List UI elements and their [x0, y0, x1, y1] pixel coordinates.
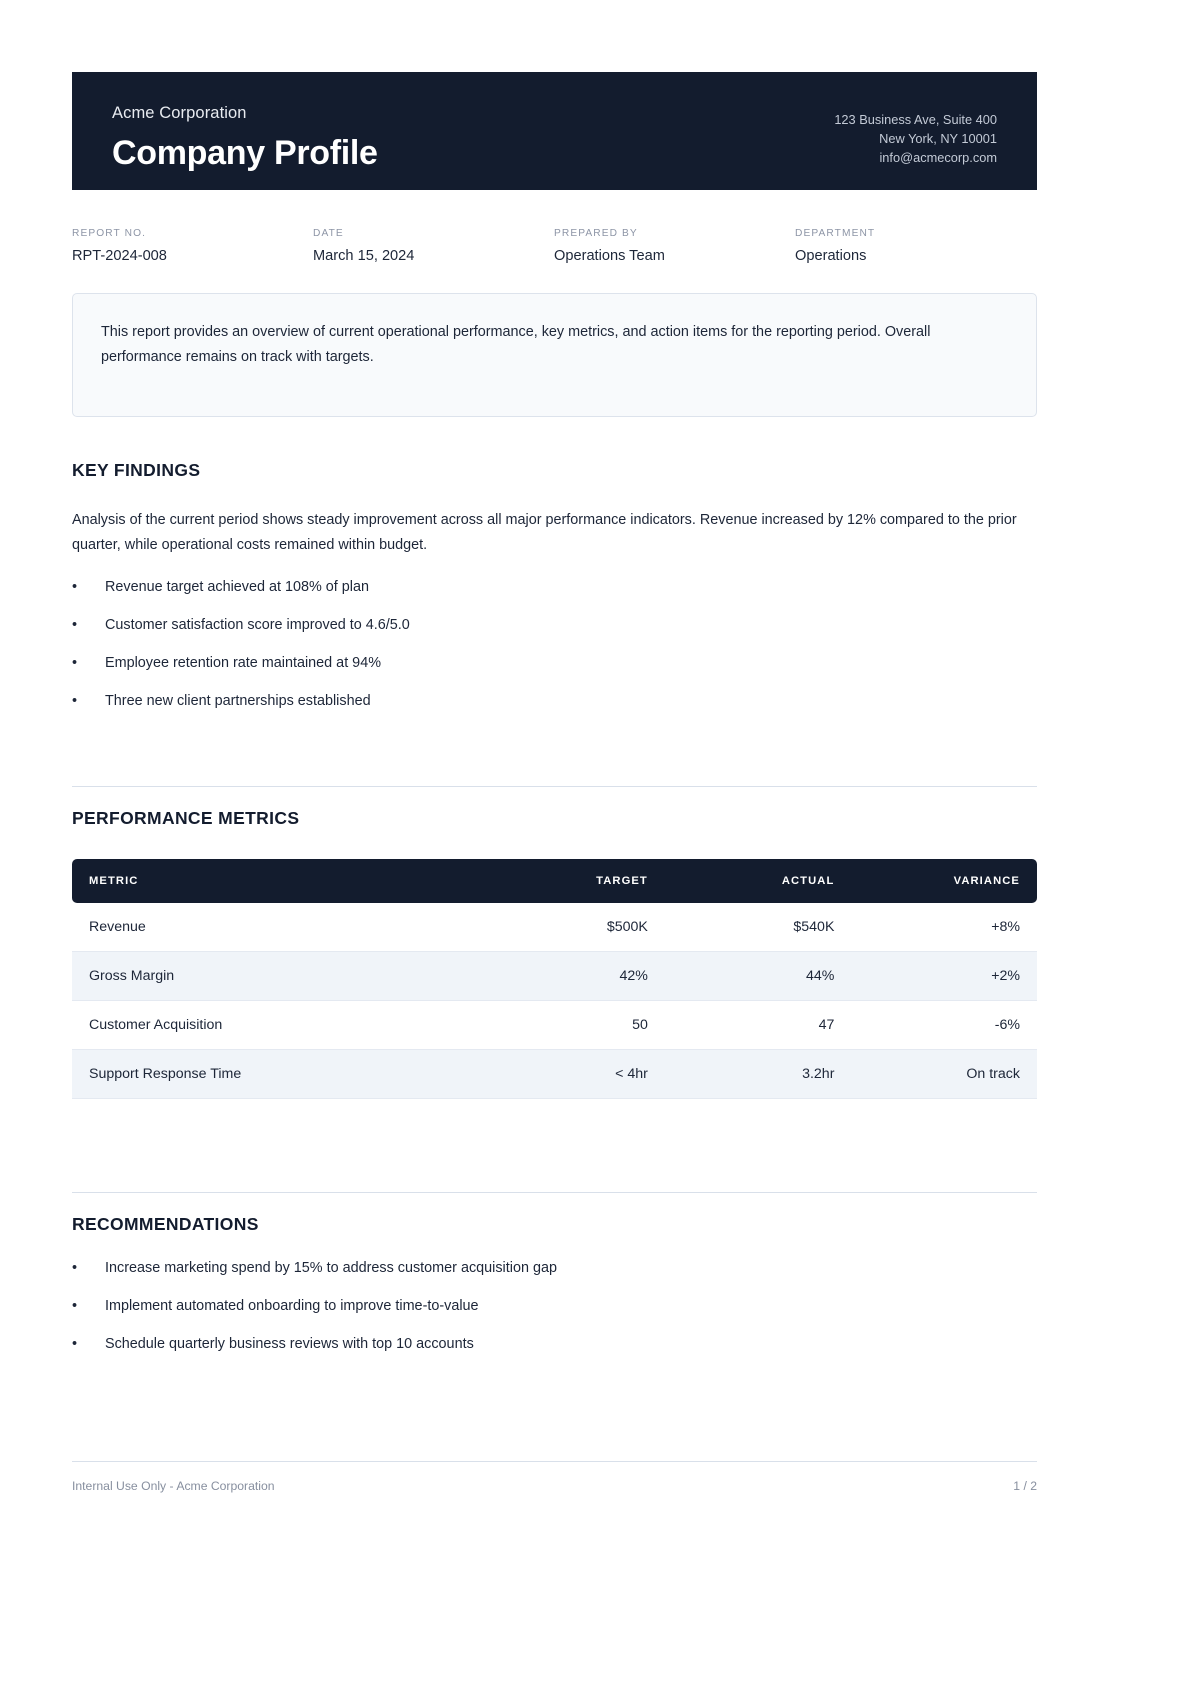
- section-performance-metrics: [72, 808, 1037, 1099]
- meta-label: DATE: [313, 228, 344, 239]
- meta-field-report-no: [72, 228, 313, 264]
- list-item-label: Employee retention rate maintained at 94%: [105, 654, 381, 671]
- meta-label: REPORT NO.: [72, 228, 147, 239]
- header-contact-block: [834, 111, 997, 168]
- footer-left-text: Internal Use Only - Acme Corporation: [72, 1479, 275, 1493]
- column-header-variance: VARIANCE: [953, 875, 1020, 887]
- cell-actual: 3.2hr: [664, 1050, 851, 1099]
- cell-target: $500K: [477, 903, 664, 952]
- list-item: [72, 1295, 1037, 1318]
- cell-metric: Support Response Time: [72, 1050, 477, 1099]
- section-divider: [72, 1192, 1037, 1193]
- meta-value: March 15, 2024: [313, 248, 415, 264]
- table-row: [72, 903, 1037, 952]
- bullet-marker-icon: •: [72, 1260, 78, 1276]
- list-item-label: Implement automated onboarding to improve time-to-value: [105, 1298, 479, 1315]
- cell-target: 42%: [477, 952, 664, 1001]
- summary-callout: [72, 293, 1037, 417]
- bullet-marker-icon: •: [72, 616, 78, 633]
- bullet-marker-icon: •: [72, 578, 78, 595]
- list-item: [72, 652, 1037, 675]
- list-item: [72, 614, 1037, 637]
- company-name: Acme Corporation: [112, 104, 247, 122]
- bullet-marker-icon: •: [72, 654, 78, 671]
- cell-actual: 47: [664, 1001, 851, 1050]
- table-header-row: [72, 859, 1037, 903]
- address-line-2: New York, NY 10001: [879, 130, 997, 146]
- table-row: [72, 1001, 1037, 1050]
- section-key-findings: [72, 460, 1037, 728]
- meta-label: DEPARTMENT: [795, 228, 876, 239]
- bullet-marker-icon: •: [72, 692, 78, 709]
- contact-email: info@acmecorp.com: [879, 149, 997, 165]
- meta-field-prepared-by: [554, 228, 795, 264]
- column-header-target: TARGET: [596, 875, 648, 887]
- cell-variance: +2%: [850, 952, 1037, 1001]
- table-header: [72, 859, 1037, 903]
- metadata-row: [72, 228, 1037, 264]
- list-item-label: Revenue target achieved at 108% of plan: [105, 578, 370, 595]
- cell-metric: Revenue: [72, 903, 477, 952]
- list-item: [72, 1333, 1037, 1356]
- page-title: Company Profile: [112, 133, 378, 172]
- meta-value: RPT-2024-008: [72, 248, 167, 264]
- meta-label: PREPARED BY: [554, 228, 638, 239]
- section-title-key-findings: KEY FINDINGS: [72, 460, 201, 480]
- column-header-actual: ACTUAL: [781, 875, 835, 887]
- cell-variance: -6%: [850, 1001, 1037, 1050]
- cell-metric: Gross Margin: [72, 952, 477, 1001]
- column-header-metric: METRIC: [89, 875, 139, 887]
- list-item-label: Three new client partnerships established: [105, 692, 371, 709]
- page-number: 1 / 2: [1013, 1479, 1037, 1493]
- key-findings-list: [72, 576, 1037, 713]
- document-footer: [72, 1479, 1037, 1493]
- performance-metrics-table: [72, 859, 1037, 1099]
- cell-target: 50: [477, 1001, 664, 1050]
- section-divider: [72, 786, 1037, 787]
- cell-actual: $540K: [664, 903, 851, 952]
- cell-variance: +8%: [850, 903, 1037, 952]
- list-item-label: Customer satisfaction score improved to 4.6/5.0: [105, 616, 410, 633]
- recommendations-list: [72, 1257, 1037, 1356]
- section-title-performance-metrics: PERFORMANCE METRICS: [72, 808, 300, 828]
- list-item-label: Schedule quarterly business reviews with top 10 accounts: [105, 1336, 474, 1353]
- table-row: [72, 952, 1037, 1001]
- table-row: [72, 1050, 1037, 1099]
- section-title-recommendations: RECOMMENDATIONS: [72, 1214, 259, 1234]
- list-item: [72, 576, 1037, 599]
- list-item-label: Increase marketing spend by 15% to address customer acquisition gap: [105, 1260, 557, 1276]
- summary-text: This report provides an overview of current operational performance, key metrics, and action items for the reporting period. Overall performance remains on track with targets.: [101, 324, 931, 365]
- bullet-marker-icon: •: [72, 1336, 78, 1353]
- address-line-1: 123 Business Ave, Suite 400: [834, 112, 997, 127]
- cell-target: < 4hr: [477, 1050, 664, 1099]
- document-header: [72, 72, 1037, 190]
- meta-field-date: [313, 228, 554, 264]
- cell-variance: On track: [850, 1050, 1037, 1099]
- cell-metric: Customer Acquisition: [72, 1001, 477, 1050]
- key-findings-paragraph: Analysis of the current period shows steady improvement across all major performance indicators. Revenue increased by 12% compared to the prior quarter, while operational costs remained within budget.: [72, 512, 1017, 553]
- bullet-marker-icon: •: [72, 1298, 78, 1315]
- list-item: [72, 1257, 1037, 1280]
- footer-divider: [72, 1461, 1037, 1462]
- list-item: [72, 690, 1037, 713]
- section-recommendations: [72, 1214, 1037, 1371]
- meta-value: Operations Team: [554, 248, 665, 264]
- meta-value: Operations: [795, 248, 867, 264]
- table-body: [72, 903, 1037, 1099]
- meta-field-department: [795, 228, 1036, 264]
- cell-actual: 44%: [664, 952, 851, 1001]
